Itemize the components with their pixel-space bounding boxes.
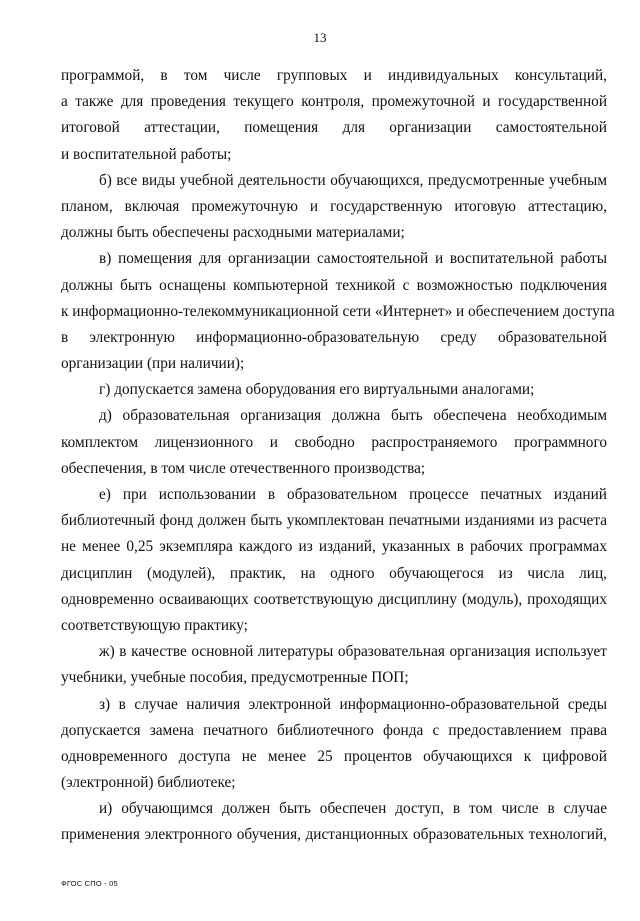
text-line: к информационно-телекоммуникационной сети «Интернет» и обеспечением доступа <box>61 302 615 320</box>
footer-code: ФГОС СПО - 05 <box>61 879 118 888</box>
text-line: в электронную информационно-образовательную среду образовательной <box>61 328 607 346</box>
text-line: ж) в качестве основной литературы образовательная организация использует <box>99 643 607 661</box>
paragraph <box>61 168 607 247</box>
text-line: в) помещения для организации самостоятельной и воспитательной работы <box>99 250 607 268</box>
text-line: организации (при наличии); <box>61 355 245 373</box>
text-line: должны быть обеспечены расходными материалами; <box>61 224 405 242</box>
text-line: применения электронного обучения, дистанционных образовательных технологий, <box>61 826 607 844</box>
paragraph <box>61 482 607 639</box>
text-line: е) при использовании в образовательном процессе печатных изданий <box>99 486 607 503</box>
paragraph <box>61 796 607 848</box>
paragraph <box>61 63 607 168</box>
page-number: 13 <box>313 30 327 45</box>
text-line: и воспитательной работы; <box>61 145 232 163</box>
text-line: программой, в том числе групповых и индивидуальных консультаций, <box>61 67 607 84</box>
text-line: з) в случае наличия электронной информационно-образовательной среды <box>99 695 607 713</box>
text-line: одновременного доступа не менее 25 процентов обучающихся к цифровой <box>61 747 607 765</box>
paragraph <box>61 692 607 797</box>
text-line: учебники, учебные пособия, предусмотренные ПОП; <box>61 669 409 687</box>
text-line: итоговой аттестации, помещения для организации самостоятельной <box>61 119 607 137</box>
text-line: планом, включая промежуточную и государственную итоговую аттестацию, <box>61 197 607 215</box>
text-line: обеспечения, в том числе отечественного производства; <box>61 459 426 477</box>
text-line: и) обучающимся должен быть обеспечен доступ, в том числе в случае <box>99 800 607 818</box>
text-line: (электронной) библиотеке; <box>61 774 236 792</box>
paragraph <box>61 377 607 403</box>
text-line: соответствующую практику; <box>61 616 248 634</box>
text-line: б) все виды учебной деятельности обучающихся, предусмотренные учебным <box>99 171 607 189</box>
text-line: библиотечный фонд должен быть укомплектован печатными изданиями из расчета <box>61 512 607 530</box>
text-line: комплектом лицензионного и свободно распространяемого программного <box>61 433 607 451</box>
paragraph <box>61 639 607 691</box>
paragraph <box>61 403 607 482</box>
text-line: не менее 0,25 экземпляра каждого из изданий, указанных в рабочих программах <box>61 538 607 556</box>
text-line: г) допускается замена оборудования его виртуальными аналогами; <box>99 381 535 399</box>
document-body <box>61 63 615 849</box>
text-line: дисциплин (модулей), практик, на одного обучающегося из числа лиц, <box>61 564 607 582</box>
text-line: допускается замена печатного библиотечного фонда с предоставлением права <box>61 721 607 739</box>
text-line: одновременно осваивающих соответствующую дисциплину (модуль), проходящих <box>61 590 607 608</box>
paragraph <box>61 246 615 377</box>
text-line: а также для проведения текущего контроля, промежуточной и государственной <box>61 93 607 111</box>
text-line: должны быть оснащены компьютерной техникой с возможностью подключения <box>61 276 607 294</box>
text-line: д) образовательная организация должна быть обеспечена необходимым <box>99 407 607 425</box>
